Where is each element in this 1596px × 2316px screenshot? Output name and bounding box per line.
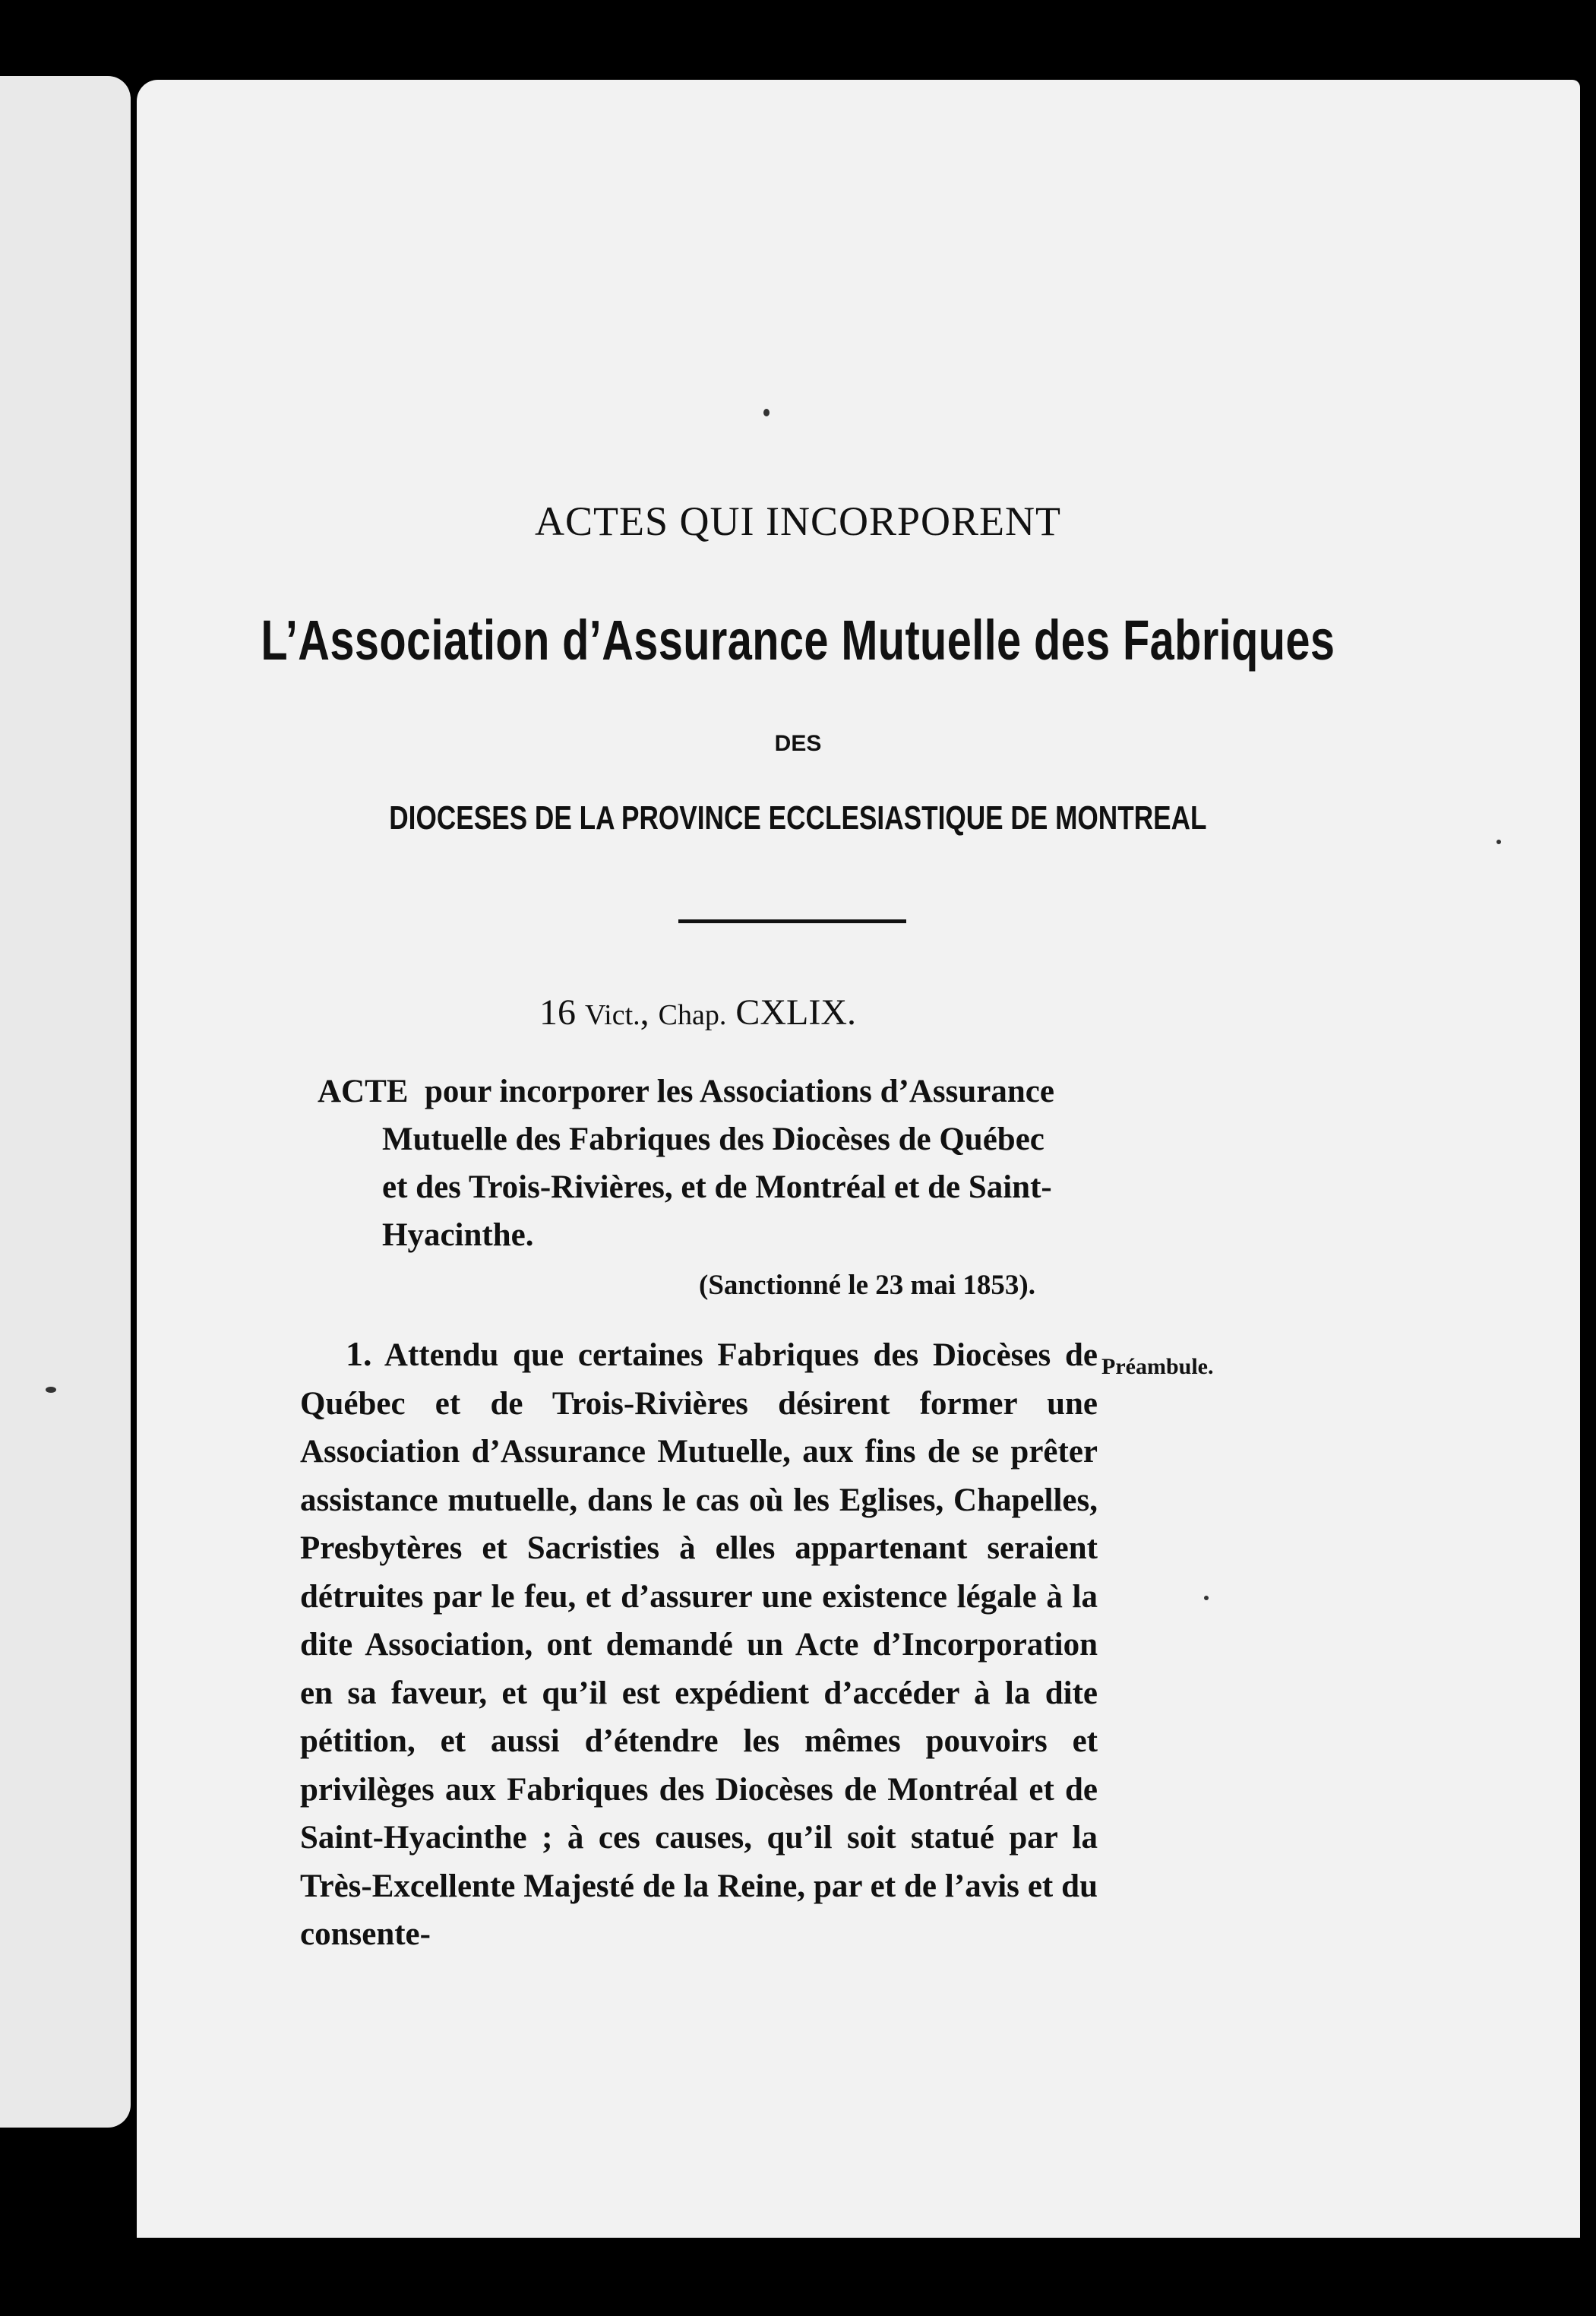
scan-speck: [46, 1387, 56, 1393]
heading-des: DES: [774, 731, 822, 756]
act-title-line-4: Hyacinthe.: [382, 1217, 534, 1253]
heading-dioceses: DIOCESES DE LA PROVINCE ECCLESIASTIQUE DE MONTREAL: [389, 799, 1207, 837]
previous-page-edge: [0, 76, 131, 2128]
chapter-roman: CXLIX.: [726, 992, 857, 1033]
chapter-vict: Vict.: [585, 999, 640, 1031]
act-title-line-3: et des Trois-Rivières, et de Montréal et de Saint-: [382, 1169, 1052, 1205]
section-1-text: Attendu que certaines Fabriques des Diocèses de Québec et de Trois-Rivières désirent former une Association d’Assurance Mutuelle, aux fins de se prêter assistance mutuelle, dans le cas où les Eglises, Chapelles, Presbytères et Sacristies à elles appartenant seraient détruites par le feu, et d’assurer une existence légale à la dite Association, ont demandé un Acte d’Incorporation en sa faveur, et qu’il est expédient d’accéder à la dite pétition, et aussi d’étendre les mêmes pouvoirs et privilèges aux Fabriques des Diocèses de Montréal et de Saint-Hyacinthe ; à ces causes, qu’il soit statué par la Très-Excellente Majesté de la Reine, par et de l’avis et du consente-: [300, 1337, 1098, 1952]
margin-note-preamble: Préambule.: [1101, 1354, 1214, 1379]
scan-speck: [763, 409, 770, 416]
act-title-line-2: Mutuelle des Fabriques des Diocèses de Québec: [382, 1122, 1045, 1157]
chapter-chap: Chap.: [658, 999, 727, 1031]
sanction-date: (Sanctionné le 23 mai 1853).: [699, 1270, 1035, 1301]
act-title-line-1: ACTE pour incorporer les Associations d’Assurance: [318, 1074, 1054, 1109]
chapter-number: 16: [539, 992, 585, 1033]
scan-speck: [1496, 840, 1501, 844]
heading-line-1: ACTES QUI INCORPORENT: [534, 498, 1062, 544]
section-number: 1.: [346, 1334, 372, 1373]
heading-association-title: L’Association d’Assurance Mutuelle des Fabriques: [261, 609, 1335, 672]
chapter-reference: [539, 992, 856, 1033]
section-1-paragraph: [300, 1330, 1098, 1959]
act-title: [318, 1068, 1115, 1259]
scan-speck: [1204, 1596, 1209, 1600]
chapter-sep: ,: [640, 992, 659, 1033]
section-divider: [678, 919, 906, 923]
